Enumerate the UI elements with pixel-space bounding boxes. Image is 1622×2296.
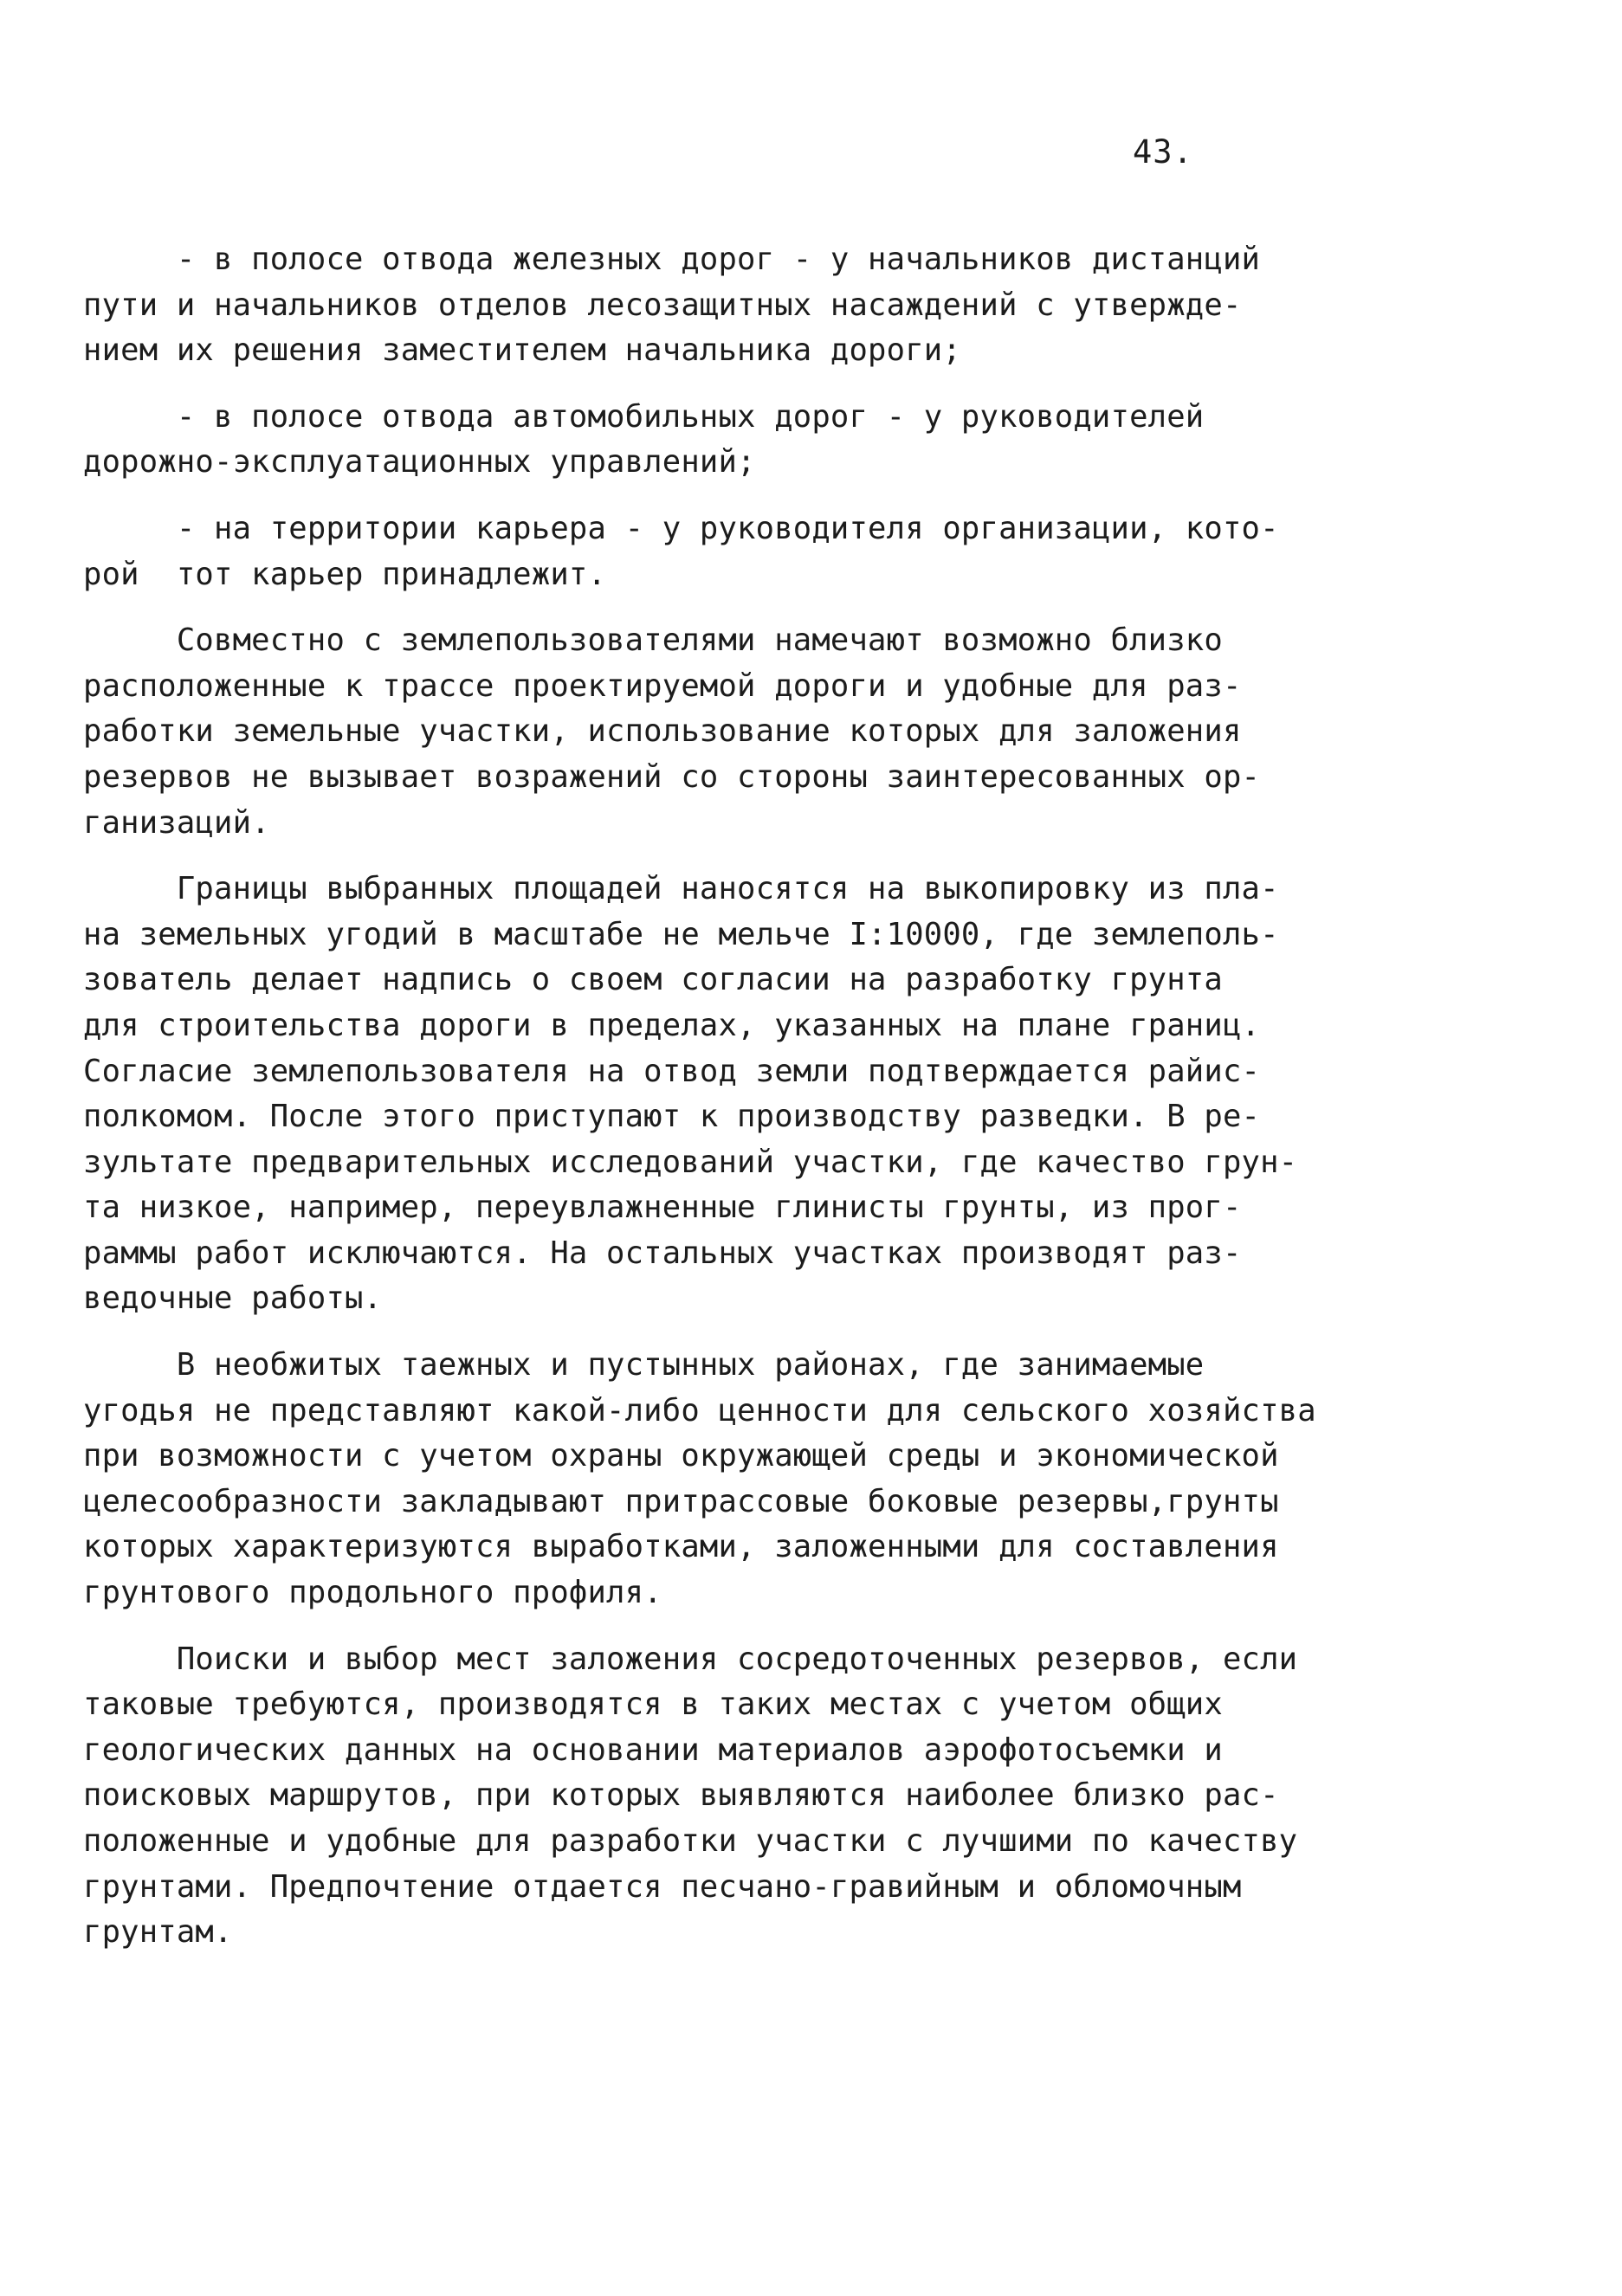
text-line: целесообразности закладывают притрассовые боковые резервы,грунты (83, 1483, 1279, 1519)
text-line: для строительства дороги в пределах, указанных на плане границ. (83, 1007, 1261, 1043)
text-line: угодья не представляют какой-либо ценности для сельского хозяйства (83, 1392, 1316, 1429)
text-line: рой тот карьер принадлежит. (83, 556, 607, 592)
text-line: Согласие землепользователя на отвод земли подтверждается райис- (83, 1053, 1261, 1089)
text-line: нием их решения заместителем начальника дороги; (83, 332, 961, 369)
paragraph-land-users (83, 618, 1313, 846)
text-line: та низкое, например, переувлажненные глинисты грунты, из прог- (83, 1190, 1242, 1226)
text-line: геологических данных на основании материалов аэрофотосъемки и (83, 1732, 1223, 1768)
paragraph-quarry (83, 506, 1313, 597)
text-line: расположенные к трассе проектируемой дороги и удобные для раз- (83, 668, 1242, 704)
text-line: раммы работ исключаются. На остальных участках производят раз- (83, 1235, 1242, 1271)
text-line: Поиски и выбор мест заложения сосредоточенных резервов, если (83, 1641, 1298, 1677)
body-text (83, 237, 1316, 1977)
text-line: дорожно-эксплуатационных управлений; (83, 444, 756, 480)
text-line: таковые требуются, производятся в таких местах с учетом общих (83, 1687, 1223, 1723)
text-line: - в полосе отвода автомобильных дорог - у руководителей (83, 398, 1205, 435)
text-line: зультате предварительных исследований участки, где качество грун- (83, 1144, 1298, 1180)
paragraph-railway-zone (83, 237, 1313, 374)
text-line: Совместно с землепользователями намечают возможно близко (83, 622, 1223, 659)
text-line: при возможности с учетом охраны окружающей среды и экономической (83, 1438, 1279, 1474)
text-line: грунтового продольного профиля. (83, 1575, 662, 1611)
text-line: которых характеризуются выработками, заложенными для составления (83, 1529, 1279, 1565)
text-line: резервов не вызывает возражений со стороны заинтересованных ор- (83, 758, 1261, 795)
text-line: - в полосе отвода железных дорог - у начальников дистанций (83, 242, 1261, 277)
paragraph-boundaries (83, 867, 1313, 1322)
text-line: грунтам. (83, 1914, 233, 1951)
page-number: 43. (1133, 133, 1193, 171)
paragraph-road-zone (83, 395, 1313, 486)
text-line: на земельных угодий в масштабе не мельче I:10000, где землеполь- (83, 916, 1279, 952)
text-line: поисковых маршрутов, при которых выявляются наиболее близко рас- (83, 1777, 1279, 1814)
text-line: полкомом. После этого приступают к производству разведки. В ре- (83, 1099, 1261, 1135)
paragraph-search-reserves (83, 1637, 1313, 1956)
text-line: зователь делает надпись о своем согласии на разработку грунта (83, 962, 1223, 998)
text-line: Границы выбранных площадей наносятся на выкопировку из пла- (83, 871, 1279, 907)
text-line: - на территории карьера - у руководителя организации, кото- (83, 510, 1279, 546)
text-line: пути и начальников отделов лесозащитных насаждений с утвержде- (83, 287, 1242, 323)
paragraph-taiga-desert (83, 1343, 1316, 1616)
text-line: ганизаций. (83, 804, 270, 841)
text-line: положенные и удобные для разработки участки с лучшими по качеству (83, 1823, 1298, 1859)
text-line: ведочные работы. (83, 1280, 383, 1317)
text-line: грунтами. Предпочтение отдается песчано-гравийным и обломочным (83, 1868, 1242, 1905)
text-line: В необжитых таежных и пустынных районах, где занимаемые (83, 1347, 1205, 1383)
text-line: работки земельные участки, использование которых для заложения (83, 713, 1242, 750)
